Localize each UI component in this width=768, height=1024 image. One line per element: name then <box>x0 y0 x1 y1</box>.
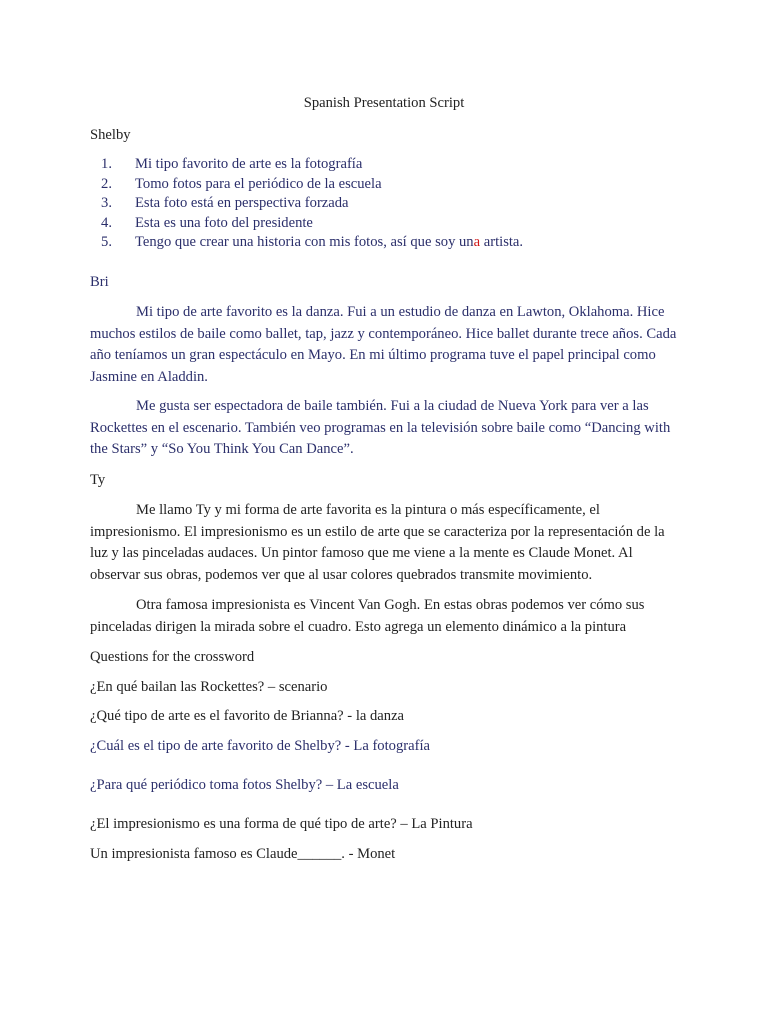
ty-paragraph-2 <box>90 595 680 638</box>
question-item: ¿En qué bailan las Rockettes? – scenario <box>90 679 328 695</box>
list-text: Esta es una foto del presidente <box>135 214 313 231</box>
list-text: Tomo fotos para el periódico de la escuela <box>135 175 382 192</box>
ty-paragraph-1 <box>90 500 680 586</box>
red-highlight-letter: a <box>473 234 481 251</box>
list-text: Mi tipo favorito de arte es la fotografía <box>135 156 363 172</box>
question-item: ¿El impresionismo es una forma de qué tipo de arte? – La Pintura <box>90 816 473 832</box>
list-text <box>135 233 523 253</box>
paragraph-text: Me gusta ser espectadora de baile también. Fui a la ciudad de Nueva York para ver a las Rockettes en el escenario. También veo programas en la televisión sobre baile como “Dancing with the Stars” y “So You Think You Can Dance”. <box>90 398 671 457</box>
list-number: 4. <box>101 214 112 231</box>
paragraph-text: Me llamo Ty y mi forma de arte favorita es la pintura o más específicamente, el impresionismo. El impresionismo es un estilo de arte que se caracteriza por la representación de la luz y las pinceladas audaces. Un pintor famoso que me viene a la mente es Claude Monet. Al observar sus obras, podemos ver que al usar colores quebrados transmite movimiento. <box>90 502 665 583</box>
document-title: Spanish Presentation Script <box>303 95 465 111</box>
speaker-ty: Ty <box>90 472 106 488</box>
list-item <box>90 175 690 195</box>
list-text: Esta foto está en perspectiva forzada <box>135 195 349 212</box>
bri-paragraph-1 <box>90 302 680 388</box>
question-item: ¿Para qué periódico toma fotos Shelby? – La escuela <box>90 777 399 793</box>
list-number: 3. <box>101 195 112 212</box>
shelby-list <box>90 155 690 253</box>
questions-heading: Questions for the crossword <box>90 649 255 665</box>
paragraph-text: Mi tipo de arte favorito es la danza. Fui a un estudio de danza en Lawton, Oklahoma. Hice muchos estilos de baile como ballet, tap, jazz y contemporáneo. Hice ballet durante trece años. Cada año teníamos un gran espectáculo en Mayo. En mi último programa tuve el papel principal como Jasmine en Aladdin. <box>90 304 677 385</box>
speaker-bri: Bri <box>90 274 109 290</box>
list-item <box>90 194 690 214</box>
list-number: 2. <box>101 175 112 192</box>
list-number: 1. <box>101 156 112 172</box>
speaker-shelby: Shelby <box>90 127 131 143</box>
paragraph-text: Otra famosa impresionista es Vincent Van Gogh. En estas obras podemos ver cómo sus pinceladas dirigen la mirada sobre el cuadro. Esto agrega un elemento dinámico a la pintura <box>90 597 645 635</box>
question-item: Un impresionista famoso es Claude______. - Monet <box>90 846 396 862</box>
question-item: ¿Cuál es el tipo de arte favorito de Shelby? - La fotografía <box>90 738 430 754</box>
list-item <box>90 233 690 253</box>
list-item <box>90 155 690 175</box>
list-number: 5. <box>101 234 112 251</box>
list-text-part: Tengo que crear una historia con mis fotos, así que soy un <box>135 234 474 251</box>
question-item: ¿Qué tipo de arte es el favorito de Brianna? - la danza <box>90 708 405 724</box>
list-item <box>90 214 690 234</box>
list-text-part: artista. <box>480 234 524 251</box>
bri-paragraph-2 <box>90 396 680 461</box>
